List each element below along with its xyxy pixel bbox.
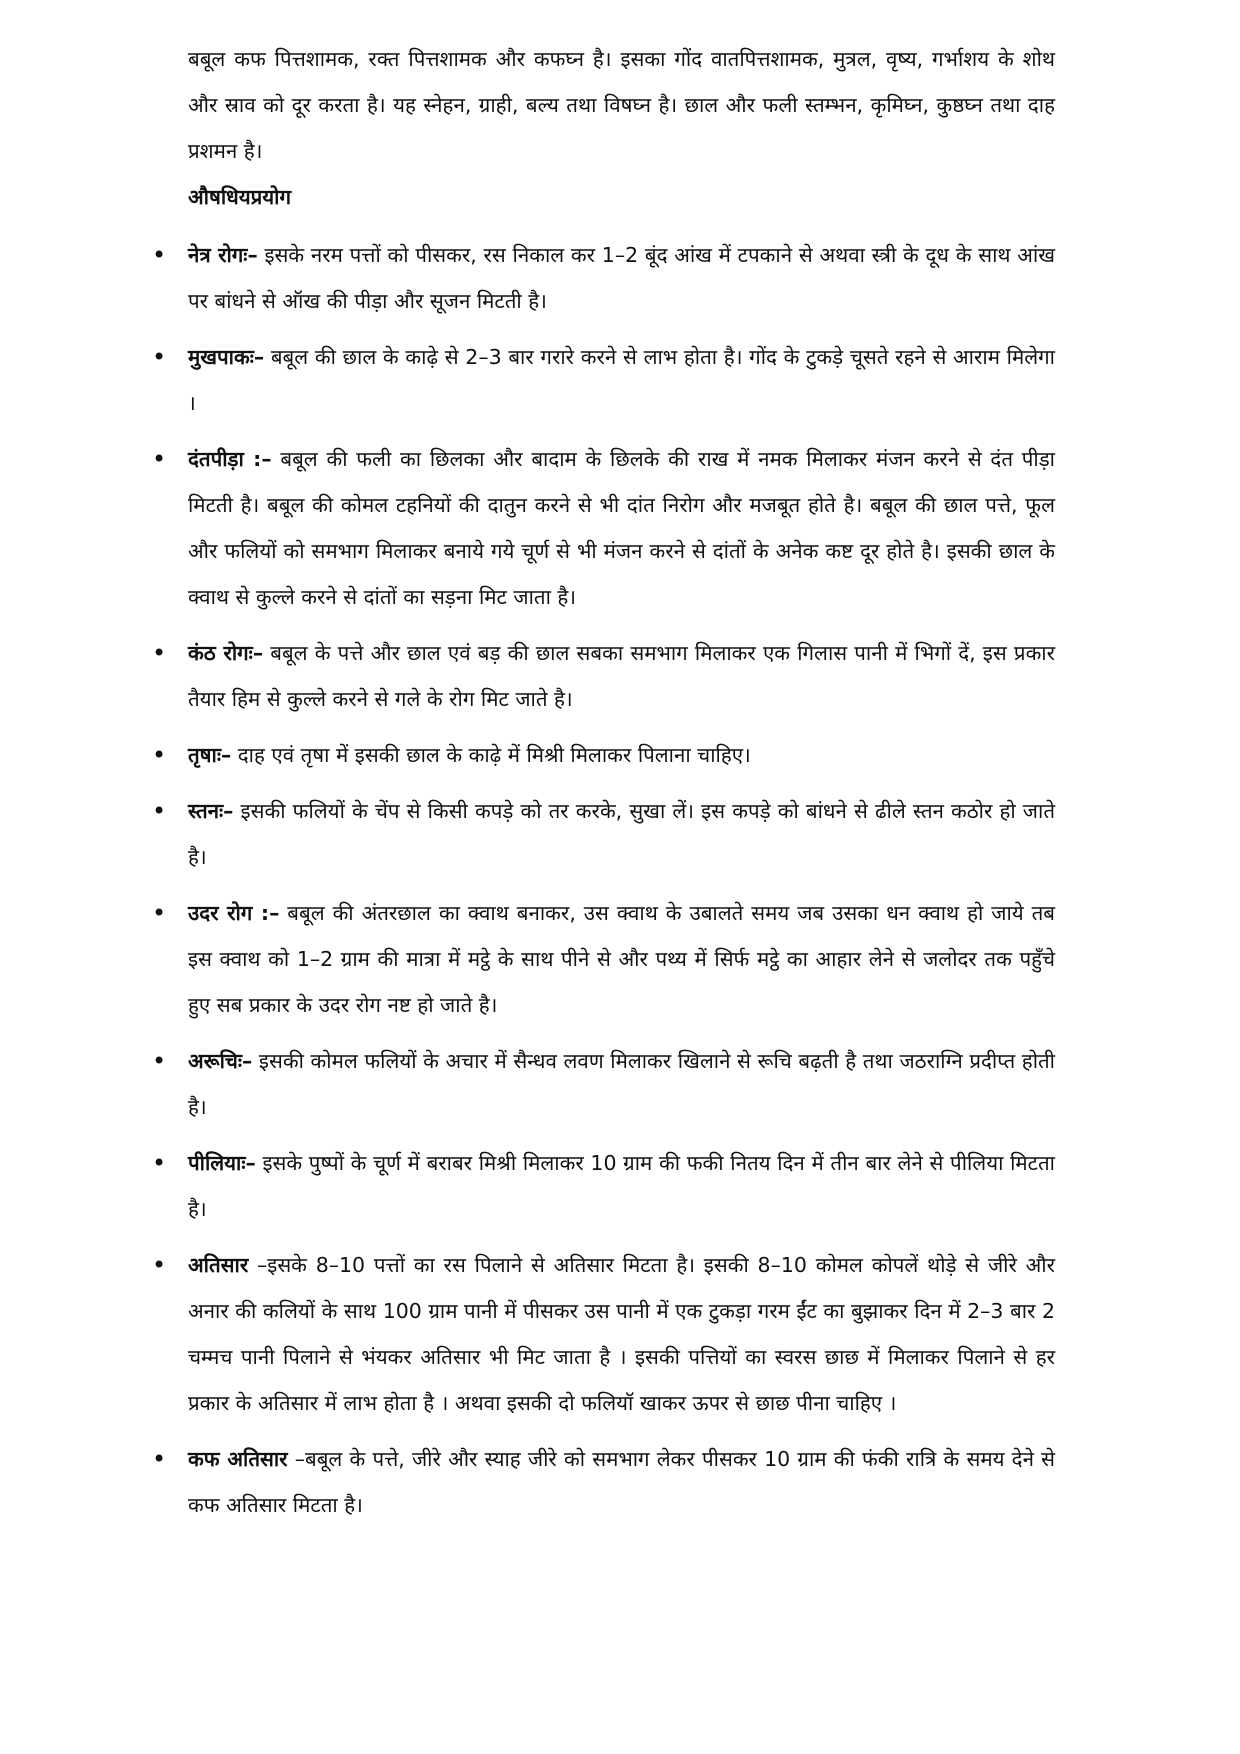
remedy-term: स्तनः–	[188, 799, 234, 823]
list-item-peeliya	[152, 1140, 1055, 1232]
bullet-icon: •	[152, 899, 167, 927]
bullet-icon: •	[152, 797, 167, 825]
section-heading: औषधियप्रयोग	[188, 185, 292, 209]
remedy-term: कंठ रोगः–	[188, 641, 264, 665]
bullet-icon: •	[152, 445, 167, 473]
list-item-udar-rog	[152, 890, 1055, 1028]
remedy-term: तृषाः–	[188, 743, 232, 767]
remedies-list	[152, 232, 1056, 1528]
bullet-icon: •	[152, 1047, 167, 1075]
bullet-icon: •	[152, 1251, 167, 1279]
bullet-icon: •	[152, 1149, 167, 1177]
remedy-text: इसकी कोमल फलियों के अचार में सैन्धव लवण मिलाकर खिलाने से रूचि बढ़ती है तथा जठराग्नि प्रदीप्त होती है।	[188, 1049, 1055, 1119]
list-item-atisar	[152, 1242, 1055, 1426]
remedy-text: बबूल की छाल के काढ़े से 2–3 बार गरारे करने से लाभ होता है। गोंद के टुकड़े चूसते रहने से आराम मिलेगा ।	[188, 345, 1055, 415]
remedy-term: नेत्र रोगः–	[188, 243, 258, 267]
list-item-dantpeeda	[152, 436, 1055, 620]
remedy-term: अरूचिः–	[188, 1049, 253, 1073]
remedy-text: बबूल की अंतरछाल का क्वाथ बनाकर, उस क्वाथ के उबालते समय जब उसका धन क्वाथ हो जाये तब इस क्वाथ को 1–2 ग्राम की मात्रा में मट्ठे के साथ पीने से और पथ्य में सिर्फ मट्ठे का आहार लेने से जलोदर तक पहुँचे हुए सब प्रकार के उदर रोग नष्ट हो जाते है।	[188, 901, 1055, 1017]
remedy-term: मुखपाकः–	[188, 345, 265, 369]
bullet-icon: •	[152, 741, 167, 769]
bullet-icon: •	[152, 639, 167, 667]
remedy-text: –बबूल के पत्ते, जीरे और स्याह जीरे को समभाग लेकर पीसकर 10 ग्राम की फंकी रात्रि के समय देने से कफ अतिसार मिटता है।	[188, 1447, 1055, 1517]
remedy-text: इसके पुष्पों के चूर्ण में बराबर मिश्री मिलाकर 10 ग्राम की फकी नितय दिन में तीन बार लेने से पीलिया मिटता है।	[188, 1151, 1055, 1221]
list-item-kaf-atisar	[152, 1436, 1055, 1528]
remedy-text: दाह एवं तृषा में इसकी छाल के काढ़े में मिश्री मिलाकर पिलाना चाहिए।	[231, 743, 751, 767]
bullet-icon: •	[152, 343, 167, 371]
list-item-netra-rog	[152, 232, 1055, 324]
list-item-mukhpak	[152, 334, 1055, 426]
bullet-icon: •	[152, 241, 167, 269]
remedy-text: बबूल के पत्ते और छाल एवं बड़ की छाल सबका समभाग मिलाकर एक गिलास पानी में भिगों दें, इस प्रकार तैयार हिम से कुल्ले करने से गले के रोग मिट जाते है।	[188, 641, 1056, 711]
remedy-text: बबूल की फली का छिलका और बादाम के छिलके की राख में नमक मिलाकर मंजन करने से दंत पीड़ा मिटती है। बबूल की कोमल टहनियों की दातुन करने से भी दांत निरोग और मजबूत होते है। बबूल की छाल पत्ते, फूल और फलियों को समभाग मिलाकर बनाये गये चूर्ण से भी मंजन करने से दांतों के अनेक कष्ट दूर होते है। इसकी छाल के क्वाथ से कुल्ले करने से दांतों का सड़ना मिट जाता है।	[188, 447, 1055, 609]
remedy-text: इसके नरम पत्तों को पीसकर, रस निकाल कर 1–2 बूंद आंख में टपकाने से अथवा स्त्री के दूध के साथ आंख पर बांधने से ऑख की पीड़ा और सूजन मिटती है।	[188, 243, 1055, 313]
bullet-icon: •	[152, 1445, 167, 1473]
remedy-term: दंतपीड़ा :–	[188, 447, 272, 471]
remedy-text: इसकी फलियों के चेंप से किसी कपड़े को तर करके, सुखा लें। इस कपड़े को बांधने से ढीले स्तन कठोर हो जाते है।	[188, 799, 1055, 869]
remedy-term: अतिसार	[188, 1253, 249, 1277]
list-item-stan	[152, 788, 1055, 880]
remedy-term: उदर रोग :–	[188, 901, 280, 925]
intro-paragraph: बबूल कफ पित्तशामक, रक्त पित्तशामक और कफघ्न है। इसका गोंद वातपित्तशामक, मुत्रल, वृष्य, गर्भाशय के शोथ और स्राव को दूर करता है। यह स्नेहन, ग्राही, बल्य तथा विषघ्न है। छाल और फली स्तम्भन, कृमिघ्न, कुष्ठघ्न तथा दाह प्रशमन है।	[188, 47, 1055, 163]
list-item-aruchi	[152, 1038, 1055, 1130]
remedy-text: –इसके 8–10 पत्तों का रस पिलाने से अतिसार मिटता है। इसकी 8–10 कोमल कोपलें थोड़े से जीरे और अनार की कलियों के साथ 100 ग्राम पानी में पीसकर उस पानी में एक टुकड़ा गरम ईंट का बुझाकर दिन में 2–3 बार 2 चम्मच पानी पिलाने से भंयकर अतिसार भी मिट जाता है । इसकी पत्तियों का स्वरस छाछ में मिलाकर पिलाने से हर प्रकार के अतिसार में लाभ होता है । अथवा इसकी दो फलियॉ खाकर ऊपर से छाछ पीना चाहिए ।	[188, 1253, 1055, 1415]
remedy-term: पीलियाः–	[188, 1151, 256, 1175]
remedy-term: कफ अतिसार	[188, 1447, 288, 1471]
list-item-trisha	[152, 732, 1055, 778]
list-item-kanth-rog	[152, 630, 1056, 722]
